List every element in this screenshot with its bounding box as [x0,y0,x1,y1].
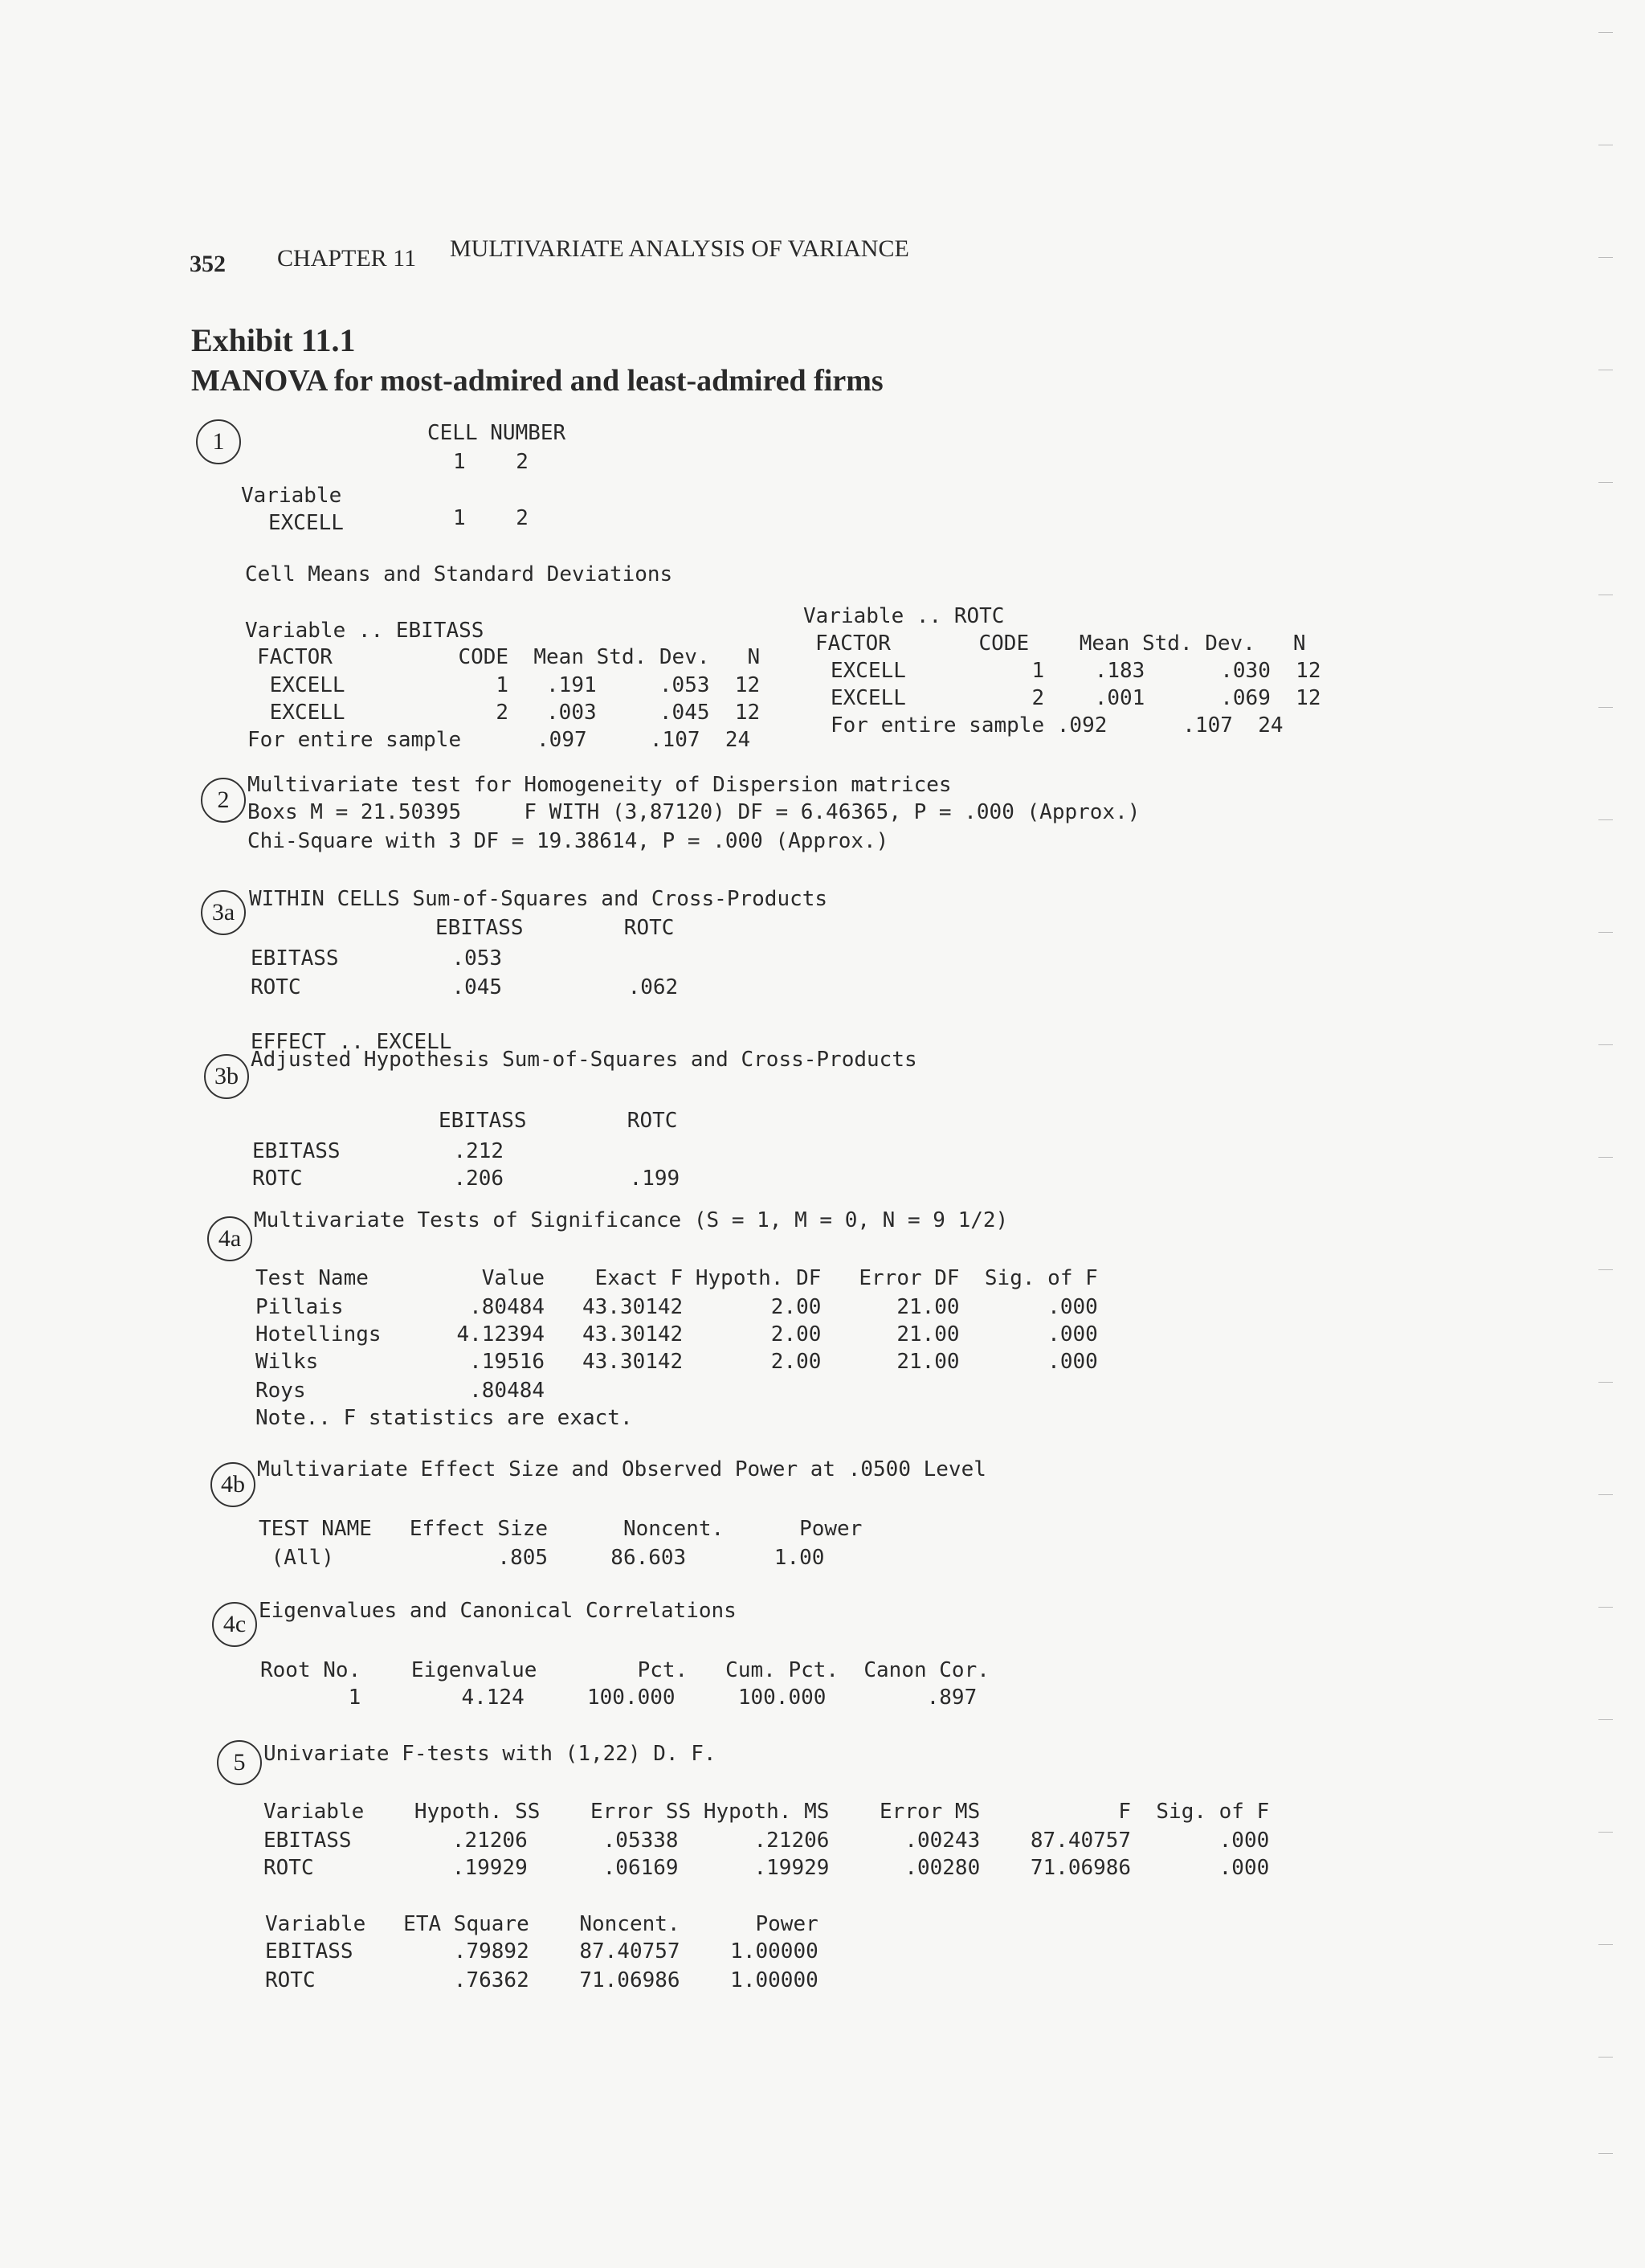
cell-number-label: CELL NUMBER [427,421,566,445]
rotc-row: For entire sample .092 .107 24 [831,713,1284,738]
cell-numbers: 1 2 [453,450,529,474]
margin-mark [1598,1944,1613,1945]
eigenvalues-row: 1 4.124 100.000 100.000 .897 [260,1686,978,1710]
rotc-row: EXCELL 1 .183 .030 12 [831,659,1321,683]
margin-mark [1598,1157,1613,1158]
hypothesis-sscp-header: EBITASS ROTC [439,1109,678,1133]
within-cells-row: EBITASS .053 [251,946,503,971]
rotc-header: FACTOR CODE Mean Std. Dev. N [815,631,1306,656]
section-marker-5: 5 [217,1740,262,1785]
variable-values: 1 2 [453,506,529,530]
ebitass-header: FACTOR CODE Mean Std. Dev. N [257,645,761,669]
mv-tests-note: Note.. F statistics are exact. [255,1406,633,1430]
eta-row: ROTC .76362 71.06986 1.00000 [265,1968,818,1992]
effect-size-title: Multivariate Effect Size and Observed Power at .0500 Level [257,1457,986,1481]
margin-mark [1598,1269,1613,1270]
mv-tests-header: Test Name Value Exact F Hypoth. DF Error DF Sig. of F [255,1266,1098,1290]
section-marker-4a: 4a [207,1216,252,1261]
effect-size-row: (All) .805 86.603 1.00 [259,1546,825,1570]
homogeneity-line-1: Multivariate test for Homogeneity of Dispersion matrices [247,773,952,797]
margin-mark [1598,932,1613,933]
margin-mark [1598,257,1613,258]
margin-mark [1598,707,1613,708]
margin-mark [1598,482,1613,483]
hypothesis-sscp-title: Adjusted Hypothesis Sum-of-Squares and Cross-Products [251,1048,917,1072]
section-marker-3b: 3b [204,1054,249,1099]
chapter-label: CHAPTER 11 [277,245,417,272]
homogeneity-line-2: Boxs M = 21.50395 F WITH (3,87120) DF = 6.46365, P = .000 (Approx.) [247,800,1141,824]
rotc-row: EXCELL 2 .001 .069 12 [831,686,1321,710]
ebitass-row: For entire sample .097 .107 24 [247,728,751,752]
univariate-row: EBITASS .21206 .05338 .21206 .00243 87.40757 .000 [263,1829,1270,1853]
eta-header: Variable ETA Square Noncent. Power [265,1912,818,1936]
mv-tests-row: Pillais .80484 43.30142 2.00 21.00 .000 [255,1295,1098,1319]
margin-mark [1598,1494,1613,1495]
variable-name: EXCELL [268,511,344,535]
cell-means-heading: Cell Means and Standard Deviations [245,562,673,586]
mv-tests-row: Wilks .19516 43.30142 2.00 21.00 .000 [255,1350,1098,1374]
within-cells-header: EBITASS ROTC [435,916,675,940]
variable-label: Variable [241,484,342,508]
section-marker-4b: 4b [210,1462,255,1507]
effect-label: EFFECT .. EXCELL [251,1030,452,1054]
page-number: 352 [190,251,226,277]
margin-mark [1598,1607,1613,1608]
eta-row: EBITASS .79892 87.40757 1.00000 [265,1939,818,1964]
mv-tests-row: Roys .80484 [255,1379,545,1403]
exhibit-title: MANOVA for most-admired and least-admired firms [191,364,884,398]
mv-tests-row: Hotellings 4.12394 43.30142 2.00 21.00 .000 [255,1322,1098,1346]
margin-mark [1598,1832,1613,1833]
within-cells-title: WITHIN CELLS Sum-of-Squares and Cross-Products [249,887,828,911]
univariate-header: Variable Hypoth. SS Error SS Hypoth. MS Error MS F Sig. of F [263,1800,1270,1824]
margin-mark [1598,1044,1613,1045]
eigenvalues-title: Eigenvalues and Canonical Correlations [259,1599,737,1623]
exhibit-label: Exhibit 11.1 [191,322,356,358]
section-marker-3a: 3a [201,890,246,935]
margin-mark [1598,1382,1613,1383]
mv-tests-title: Multivariate Tests of Significance (S = 1, M = 0, N = 9 1/2) [254,1208,1009,1232]
within-cells-row: ROTC .045 .062 [251,975,679,999]
margin-mark [1598,2153,1613,2154]
ebitass-title: Variable .. EBITASS [245,619,484,643]
section-marker-2: 2 [201,778,246,823]
eigenvalues-header: Root No. Eigenvalue Pct. Cum. Pct. Canon Cor. [260,1658,990,1682]
chapter-title: MULTIVARIATE ANALYSIS OF VARIANCE [450,235,909,262]
ebitass-row: EXCELL 2 .003 .045 12 [257,701,761,725]
margin-mark [1598,32,1613,33]
section-marker-1: 1 [196,419,241,464]
margin-mark [1598,1719,1613,1720]
ebitass-row: EXCELL 1 .191 .053 12 [257,673,761,697]
homogeneity-line-3: Chi-Square with 3 DF = 19.38614, P = .000 (Approx.) [247,829,889,853]
section-marker-4c: 4c [212,1602,257,1647]
rotc-title: Variable .. ROTC [803,604,1005,628]
margin-mark [1598,819,1613,820]
effect-size-header: TEST NAME Effect Size Noncent. Power [259,1517,863,1541]
univariate-row: ROTC .19929 .06169 .19929 .00280 71.06986 .000 [263,1856,1270,1880]
hypothesis-sscp-row: EBITASS .212 [252,1139,504,1163]
margin-mark [1598,2057,1613,2058]
univariate-title: Univariate F-tests with (1,22) D. F. [263,1742,716,1766]
hypothesis-sscp-row: ROTC .206 .199 [252,1167,680,1191]
